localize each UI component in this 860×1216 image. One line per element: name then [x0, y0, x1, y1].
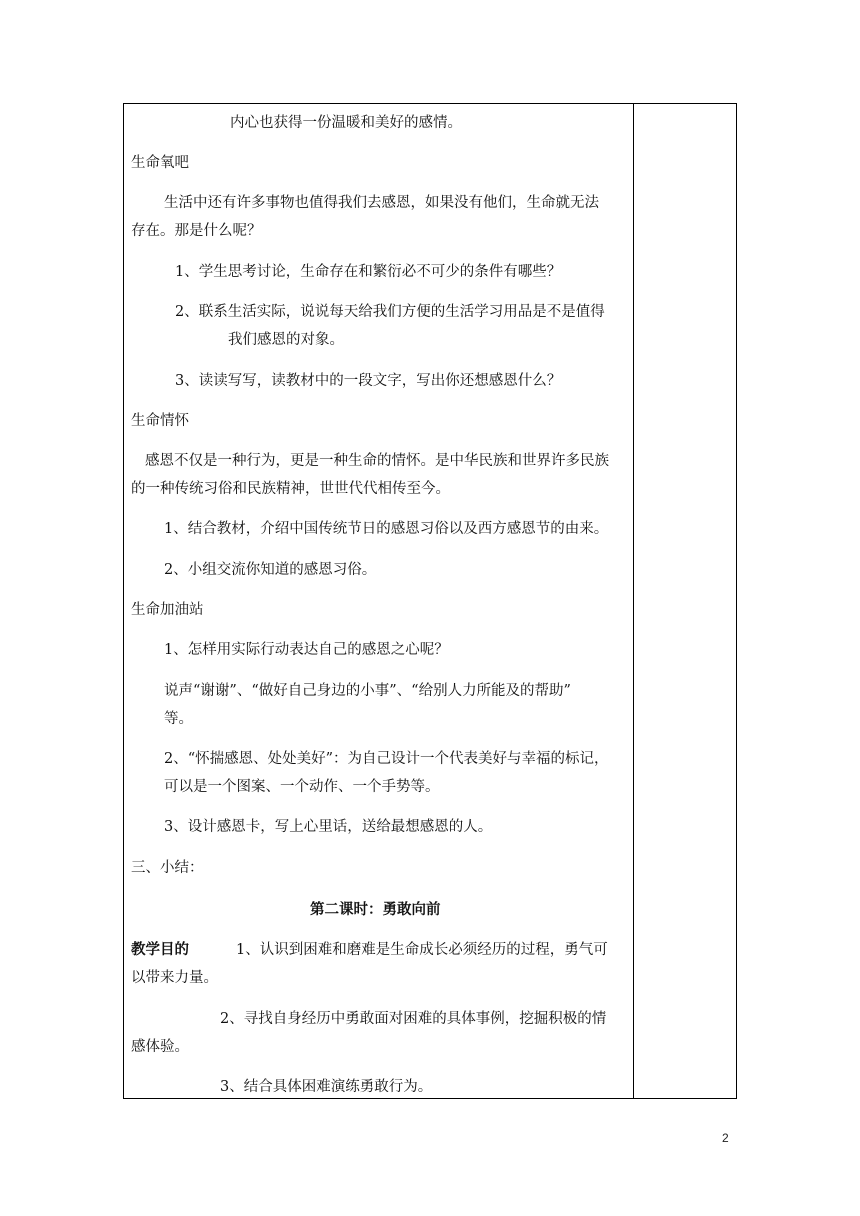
section-heading: 生命氧吧	[131, 155, 189, 171]
text-line: 生活中还有许多事物也值得我们去感恩，如果没有他们，生命就无法	[164, 195, 599, 211]
column-divider	[633, 104, 634, 1098]
text-line: 存在。那是什么呢？	[131, 223, 262, 239]
teaching-goal-label: 教学目的	[131, 942, 189, 958]
text-line: 2、寻找自身经历中勇敢面对困难的具体事例，挖掘积极的情	[220, 1011, 607, 1027]
section-heading: 三、小结：	[131, 860, 204, 876]
text-line: 1、结合教材，介绍中国传统节日的感恩习俗以及西方感恩节的由来。	[164, 521, 609, 537]
text-line: 1、学生思考讨论，生命存在和繁衍必不可少的条件有哪些？	[175, 264, 562, 280]
text-line: 1、怎样用实际行动表达自己的感恩之心呢？	[164, 642, 449, 658]
text-line: 可以是一个图案、一个动作、一个手势等。	[164, 779, 440, 795]
text-line: 3、读读写写，读教材中的一段文字，写出你还想感恩什么？	[175, 373, 562, 389]
text-line: 2、联系生活实际，说说每天给我们方便的生活学习用品是不是值得	[175, 304, 605, 320]
text-line: 内心也获得一份温暖和美好的感情。	[230, 115, 462, 131]
text-line: 2、小组交流你知道的感恩习俗。	[164, 562, 377, 578]
text-line: 1、认识到困难和磨难是生命成长必须经历的过程，勇气可	[236, 942, 608, 958]
lesson-title: 第二课时：勇敢向前	[310, 902, 441, 918]
text-line: 2、“怀揣感恩、处处美好”：为自己设计一个代表美好与幸福的标记，	[164, 751, 609, 767]
text-line: 的一种传统习俗和民族精神，世世代代相传至今。	[131, 481, 450, 497]
text-line: 3、结合具体困难演练勇敢行为。	[220, 1079, 433, 1095]
text-line: 感恩不仅是一种行为，更是一种生命的情怀。是中华民族和世界许多民族	[145, 453, 609, 469]
text-line: 等。	[164, 711, 193, 727]
text-line: 3、设计感恩卡，写上心里话，送给最想感恩的人。	[164, 819, 493, 835]
text-line: 以带来力量。	[131, 970, 218, 986]
text-line: 说声“谢谢”、“做好自己身边的小事”、“给别人力所能及的帮助”	[164, 683, 571, 699]
section-heading: 生命情怀	[131, 413, 189, 429]
section-heading: 生命加油站	[131, 602, 204, 618]
text-line: 我们感恩的对象。	[228, 332, 344, 348]
text-line: 感体验。	[131, 1039, 189, 1055]
page-number: 2	[722, 1131, 729, 1145]
